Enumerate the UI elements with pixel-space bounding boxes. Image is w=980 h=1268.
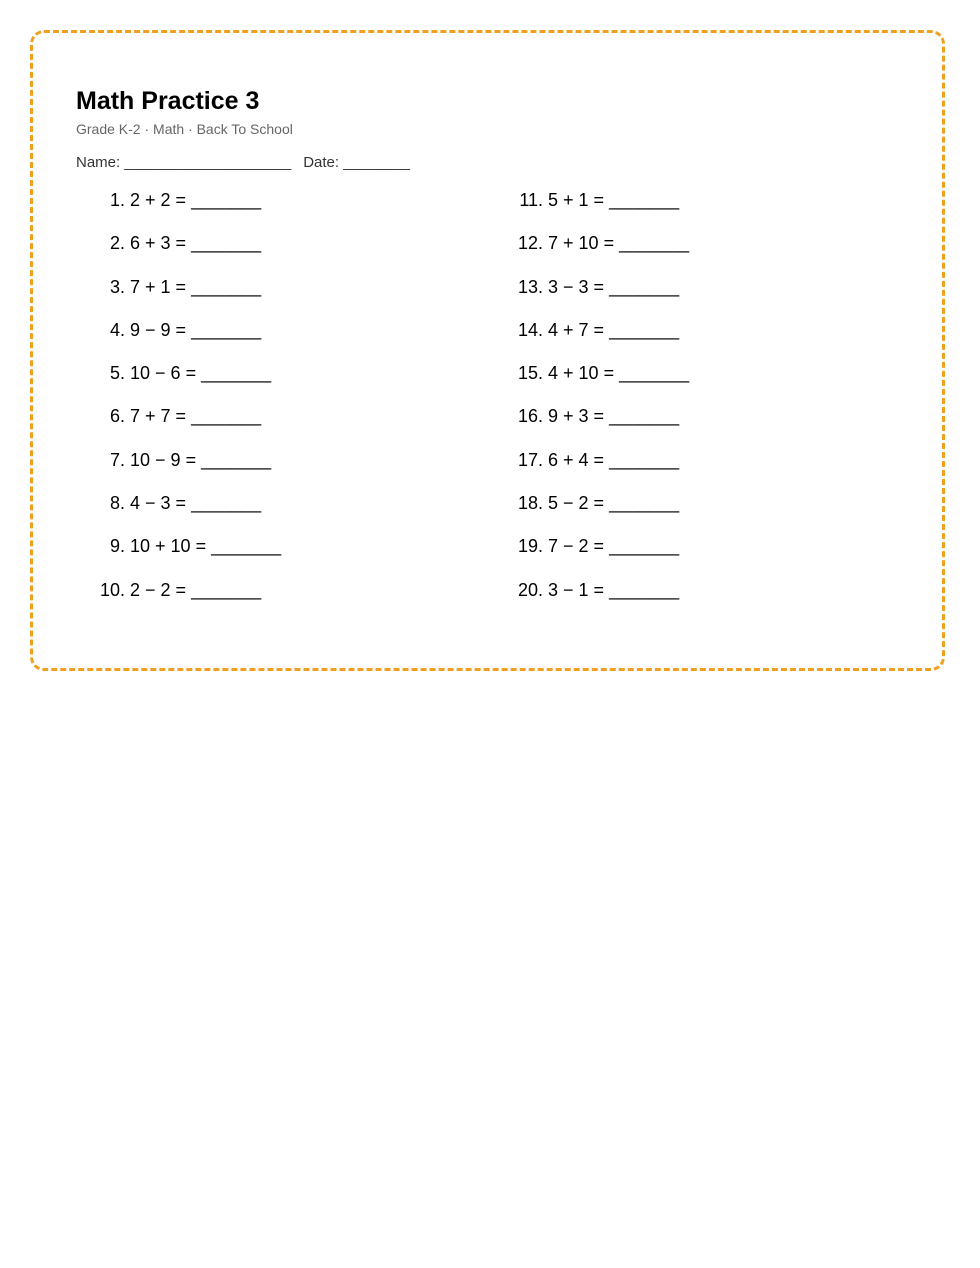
problem-item xyxy=(83,448,281,491)
problem-expression: 7 − 2 = _______ xyxy=(548,536,680,557)
problem-number: 15. xyxy=(517,363,543,384)
problem-expression: 4 + 10 = _______ xyxy=(548,363,690,384)
problem-item xyxy=(501,188,689,231)
problem-expression: 10 + 10 = _______ xyxy=(130,536,282,557)
problem-number: 1. xyxy=(109,190,125,210)
problem-expression: 5 − 2 = _______ xyxy=(548,493,680,514)
problem-expression: 9 + 3 = _______ xyxy=(548,406,680,427)
name-field: Name: ____________________ xyxy=(76,154,292,171)
problem-expression: 7 + 7 = _______ xyxy=(130,406,262,427)
problem-expression: 10 − 9 = _______ xyxy=(130,449,272,470)
problem-expression: 6 + 3 = _______ xyxy=(130,233,262,254)
problem-number: 16. xyxy=(517,406,543,427)
problem-item xyxy=(501,231,689,274)
problem-expression: 9 − 9 = _______ xyxy=(130,319,262,340)
problem-item xyxy=(501,275,689,318)
problem-expression: 3 − 3 = _______ xyxy=(548,276,680,297)
name-date-line xyxy=(76,153,422,173)
problem-expression: 6 + 4 = _______ xyxy=(548,449,680,470)
problem-item xyxy=(501,318,689,361)
problem-item xyxy=(83,318,281,361)
problems-left-column xyxy=(83,188,281,621)
problem-expression: 4 + 7 = _______ xyxy=(548,319,680,340)
problem-item xyxy=(83,361,281,404)
problem-number: 19. xyxy=(517,536,543,557)
worksheet-title: Math Practice 3 xyxy=(76,87,260,115)
problem-expression: 7 + 1 = _______ xyxy=(130,276,262,297)
problem-item xyxy=(83,491,281,534)
problem-item xyxy=(501,534,689,577)
problem-number: 8. xyxy=(109,493,125,514)
problem-number: 3. xyxy=(109,276,125,297)
problem-number: 9. xyxy=(109,536,125,557)
problem-expression: 2 + 2 = _______ xyxy=(130,190,262,210)
worksheet-card xyxy=(30,30,945,671)
problem-number: 10. xyxy=(99,579,125,600)
problem-number: 20. xyxy=(517,579,543,600)
problem-number: 12. xyxy=(517,233,543,254)
problem-number: 18. xyxy=(517,493,543,514)
worksheet-subtitle: Grade K-2 · Math · Back To School xyxy=(76,121,293,137)
problem-expression: 7 + 10 = _______ xyxy=(548,233,690,254)
problem-number: 6. xyxy=(109,406,125,427)
problem-number: 7. xyxy=(109,449,125,470)
problem-number: 4. xyxy=(109,319,125,340)
problem-number: 2. xyxy=(109,233,125,254)
problem-item xyxy=(83,231,281,274)
problem-item xyxy=(83,275,281,318)
date-field: Date: ________ xyxy=(303,154,410,171)
problem-expression: 2 − 2 = _______ xyxy=(130,579,262,600)
problem-item xyxy=(501,578,689,621)
problem-item xyxy=(501,491,689,534)
problem-expression: 5 + 1 = _______ xyxy=(548,190,680,210)
problem-item xyxy=(83,578,281,621)
problem-number: 13. xyxy=(517,276,543,297)
problem-item xyxy=(501,361,689,404)
problem-expression: 3 − 1 = _______ xyxy=(548,579,680,600)
problem-number: 17. xyxy=(517,449,543,470)
problem-expression: 10 − 6 = _______ xyxy=(130,363,272,384)
problems-right-column xyxy=(501,188,689,621)
problem-item xyxy=(501,448,689,491)
problem-item xyxy=(83,188,281,231)
problem-number: 5. xyxy=(109,363,125,384)
problem-item xyxy=(83,534,281,577)
problem-expression: 4 − 3 = _______ xyxy=(130,493,262,514)
problem-item xyxy=(501,404,689,447)
problem-number: 14. xyxy=(517,319,543,340)
problem-number: 11. xyxy=(519,190,543,210)
problem-item xyxy=(83,404,281,447)
